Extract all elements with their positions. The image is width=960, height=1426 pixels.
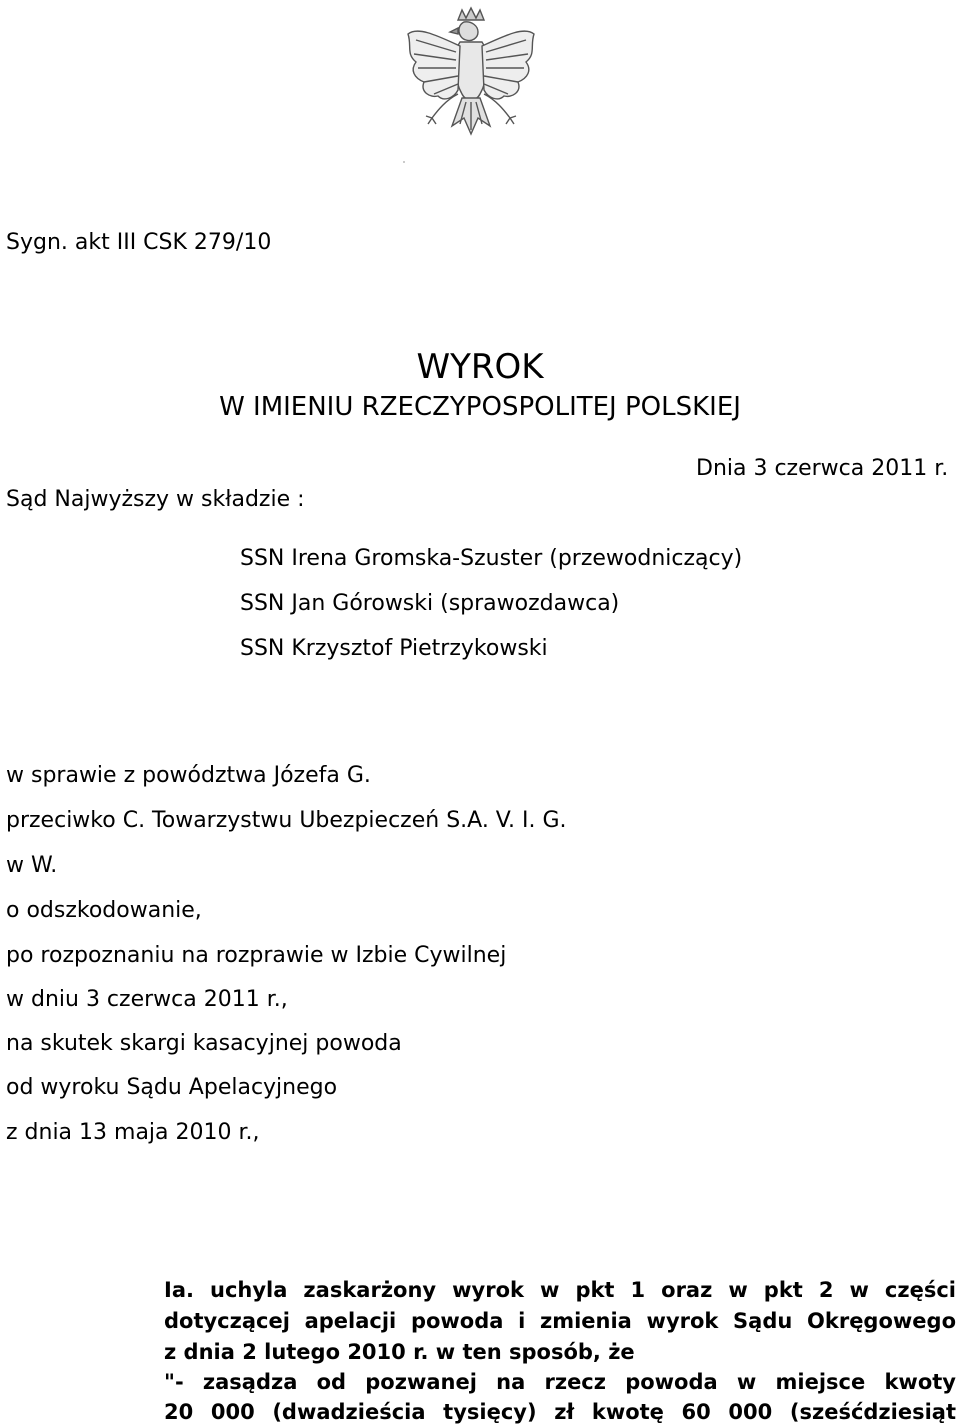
- case-line-location: w W.: [6, 853, 58, 878]
- case-line-plaintiff: w sprawie z powództwa Józefa G.: [6, 763, 371, 788]
- case-line-appellate-date: z dnia 13 maja 2010 r.,: [6, 1120, 260, 1145]
- document-title: WYROK: [416, 347, 544, 387]
- ruling-line-5: 20 000 (dwadzieścia tysięcy) zł kwotę 60 000 (sześćdziesiąt: [164, 1400, 956, 1424]
- ruling-line-3: z dnia 2 lutego 2010 r. w ten sposób, że: [164, 1340, 635, 1364]
- judge-rapporteur: SSN Jan Górowski (sprawozdawca): [240, 591, 620, 616]
- document-subtitle: W IMIENIU RZECZYPOSPOLITEJ POLSKIEJ: [219, 392, 741, 422]
- judge-presiding: SSN Irena Gromska-Szuster (przewodniczący): [240, 546, 743, 571]
- ruling-line-2: dotyczącej apelacji powoda i zmienia wyrok Sądu Okręgowego: [164, 1309, 956, 1333]
- polish-eagle-emblem: [398, 6, 544, 166]
- ruling-line-4: "- zasądza od pozwanej na rzecz powoda w miejsce kwoty: [164, 1370, 956, 1394]
- judge-member: SSN Krzysztof Pietrzykowski: [240, 636, 548, 661]
- court-composition-label: Sąd Najwyższy w składzie :: [6, 487, 305, 512]
- case-line-defendant: przeciwko C. Towarzystwu Ubezpieczeń S.A. V. I. G.: [6, 808, 567, 833]
- case-line-hearing: po rozpoznaniu na rozprawie w Izbie Cywilnej: [6, 943, 507, 968]
- case-line-hearing-date: w dniu 3 czerwca 2011 r.,: [6, 987, 288, 1012]
- case-line-subject: o odszkodowanie,: [6, 898, 202, 923]
- case-line-appellate-court: od wyroku Sądu Apelacyjnego: [6, 1075, 338, 1100]
- case-number: Sygn. akt III CSK 279/10: [6, 230, 272, 255]
- judgment-date: Dnia 3 czerwca 2011 r.: [696, 456, 949, 481]
- ruling-line-1: Ia. uchyla zaskarżony wyrok w pkt 1 oraz w pkt 2 w części: [164, 1278, 956, 1302]
- case-line-appeal: na skutek skargi kasacyjnej powoda: [6, 1031, 402, 1056]
